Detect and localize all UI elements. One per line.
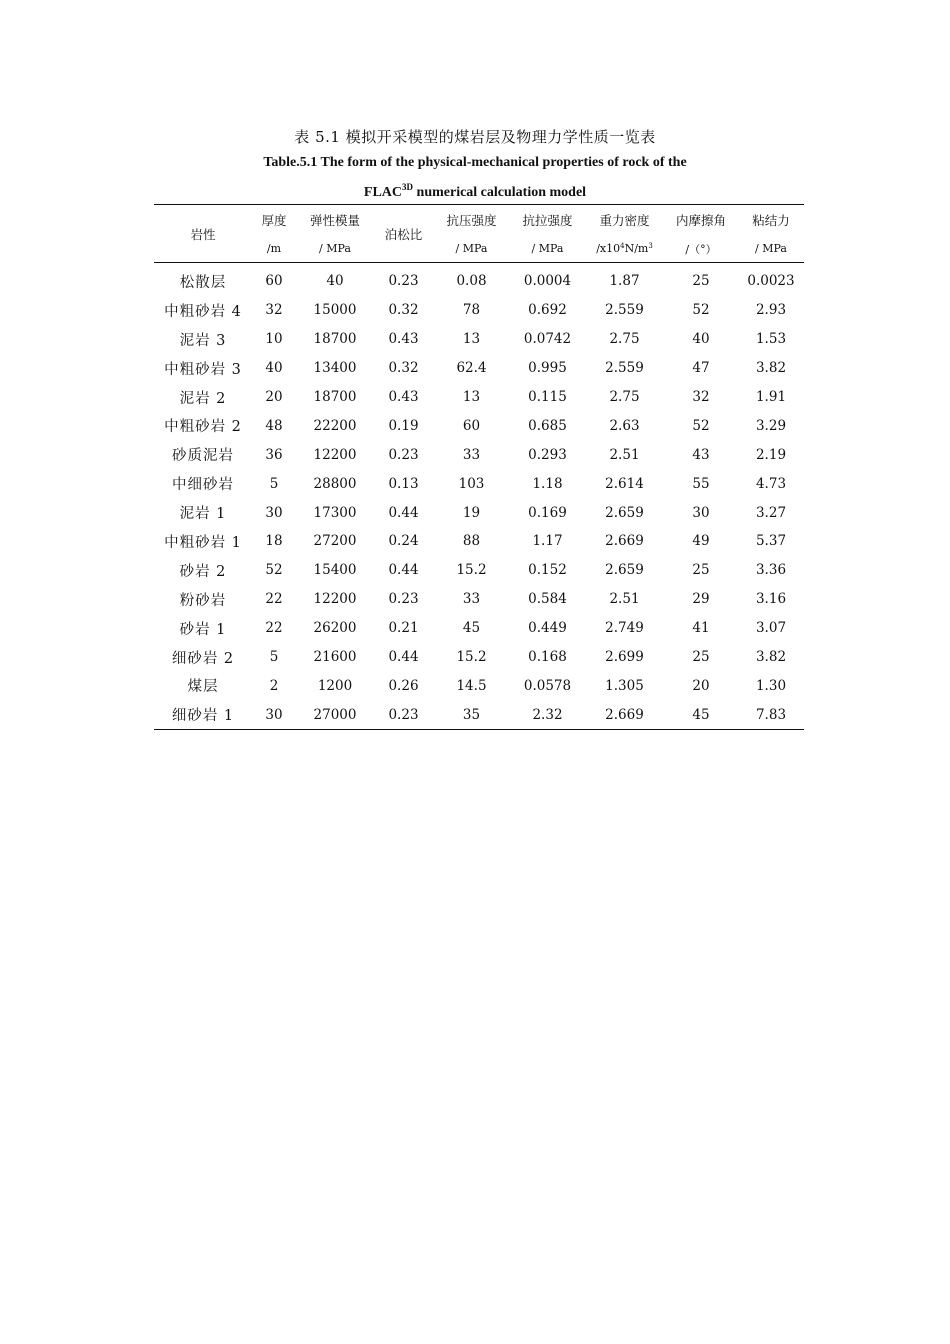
cell-gravity-density: 2.63 — [609, 417, 640, 434]
cell-gravity-density: 2.559 — [605, 360, 644, 377]
cell-compressive-strength: 15.2 — [456, 562, 487, 579]
cell-cohesion: 3.82 — [755, 360, 787, 377]
cell-poisson-ratio: 0.23 — [388, 273, 419, 290]
cell-cohesion: 3.16 — [755, 591, 787, 608]
cell-tensile-strength: 0.115 — [528, 389, 567, 405]
table-row — [154, 325, 804, 354]
cell-lithology: 中粗砂岩 2 — [164, 419, 242, 436]
caption-model-text: numerical calculation model — [413, 185, 587, 200]
unit-friction-angle: /（°） — [664, 235, 738, 263]
cell-poisson-ratio: 0.23 — [388, 446, 419, 463]
cell-cohesion: 3.27 — [755, 504, 787, 521]
cell-poisson-ratio: 0.24 — [388, 533, 419, 550]
cell-tensile-strength: 2.32 — [532, 706, 563, 723]
cell-gravity-density: 2.659 — [605, 562, 644, 579]
cell-friction-angle: 25 — [692, 649, 710, 666]
cell-compressive-strength: 45 — [462, 620, 481, 637]
cell-cohesion: 2.93 — [755, 302, 787, 319]
cell-gravity-density: 2.699 — [605, 649, 644, 666]
cell-elastic-modulus: 18700 — [313, 389, 357, 405]
cell-friction-angle: 25 — [692, 273, 710, 290]
cell-friction-angle: 55 — [692, 475, 710, 492]
header-tensile-strength: 抗拉强度 — [522, 213, 573, 228]
cell-elastic-modulus: 27000 — [313, 706, 357, 723]
cell-thickness: 60 — [265, 273, 283, 290]
cell-friction-angle: 47 — [692, 360, 710, 377]
cell-lithology: 细砂岩 2 — [171, 650, 235, 667]
cell-cohesion: 7.83 — [755, 706, 787, 723]
cell-thickness: 22 — [265, 620, 283, 637]
cell-lithology: 细砂岩 1 — [171, 708, 235, 725]
cell-compressive-strength: 35 — [462, 706, 481, 723]
cell-compressive-strength: 19 — [462, 504, 481, 521]
cell-poisson-ratio: 0.32 — [388, 302, 419, 319]
cell-cohesion: 4.73 — [755, 475, 787, 492]
cell-poisson-ratio: 0.13 — [388, 475, 419, 492]
cell-tensile-strength: 0.0742 — [523, 331, 572, 348]
cell-tensile-strength: 0.449 — [528, 620, 567, 637]
table-row — [154, 411, 804, 440]
cell-tensile-strength: 1.18 — [532, 475, 563, 492]
header-lithology: 岩性 — [154, 205, 252, 263]
cell-thickness: 30 — [265, 504, 283, 521]
cell-thickness: 5 — [269, 649, 279, 666]
cell-friction-angle: 43 — [692, 446, 710, 463]
table-header — [154, 205, 804, 263]
cell-friction-angle: 30 — [692, 504, 710, 521]
header-poisson-ratio: 泊松比 — [374, 205, 433, 263]
cell-friction-angle: 32 — [692, 389, 710, 405]
cell-compressive-strength: 13 — [462, 389, 481, 405]
cell-lithology: 松散层 — [179, 274, 227, 291]
cell-compressive-strength: 33 — [462, 446, 481, 463]
table-body — [154, 263, 804, 730]
table-caption-chinese: 表 5.1 模拟开采模型的煤岩层及物理力学性质一览表 — [294, 128, 656, 146]
cell-friction-angle: 29 — [692, 591, 710, 608]
table-row — [154, 498, 804, 527]
rock-properties-table — [154, 204, 804, 730]
cell-gravity-density: 2.749 — [605, 620, 644, 637]
cell-compressive-strength: 15.2 — [456, 649, 487, 666]
cell-lithology: 粉砂岩 — [179, 592, 227, 609]
cell-lithology: 中细砂岩 — [172, 477, 234, 494]
unit-gravity-density — [585, 235, 664, 263]
cell-poisson-ratio: 0.44 — [388, 562, 419, 579]
cell-tensile-strength: 0.584 — [528, 591, 567, 608]
cell-elastic-modulus: 21600 — [313, 649, 357, 666]
cell-thickness: 20 — [265, 389, 283, 405]
table-row — [154, 671, 804, 700]
cell-cohesion: 3.82 — [755, 649, 787, 666]
cell-tensile-strength: 0.0004 — [523, 273, 572, 290]
table-row — [154, 556, 804, 585]
cell-poisson-ratio: 0.44 — [388, 649, 419, 666]
cell-compressive-strength: 60 — [462, 417, 481, 434]
cell-tensile-strength: 0.0578 — [523, 677, 572, 694]
cell-elastic-modulus: 17300 — [313, 504, 357, 521]
cell-compressive-strength: 88 — [462, 533, 481, 550]
table-row — [154, 296, 804, 325]
cell-thickness: 2 — [269, 677, 279, 694]
cell-elastic-modulus: 15000 — [313, 302, 357, 319]
cell-gravity-density: 2.51 — [609, 446, 640, 463]
cell-cohesion: 2.19 — [755, 446, 787, 463]
cell-gravity-density: 2.669 — [605, 706, 644, 723]
cell-tensile-strength: 0.293 — [528, 446, 567, 463]
cell-elastic-modulus: 1200 — [317, 677, 353, 694]
table-row — [154, 469, 804, 498]
cell-gravity-density: 1.87 — [609, 273, 640, 290]
cell-lithology: 砂岩 2 — [179, 563, 227, 580]
cell-elastic-modulus: 22200 — [313, 417, 357, 434]
caption-flac-text: FLAC — [363, 185, 403, 200]
header-thickness: 厚度 — [261, 213, 287, 228]
cell-elastic-modulus: 18700 — [313, 331, 357, 348]
unit-density-exponent: 4 — [620, 242, 625, 250]
cell-elastic-modulus: 28800 — [313, 475, 357, 492]
cell-compressive-strength: 103 — [458, 475, 485, 492]
cell-elastic-modulus: 13400 — [313, 360, 357, 377]
unit-density-mid: N/m — [624, 242, 649, 255]
cell-tensile-strength: 0.685 — [528, 417, 567, 434]
unit-compressive-strength: / MPa — [433, 235, 510, 263]
cell-lithology: 泥岩 1 — [179, 506, 227, 523]
table-caption-english-line1: Table.5.1 The form of the physical-mechanical properties of rock of the — [263, 155, 687, 170]
cell-lithology: 中粗砂岩 3 — [164, 361, 242, 378]
unit-density-prefix: /x10 — [596, 242, 621, 255]
header-gravity-density: 重力密度 — [599, 213, 650, 228]
cell-compressive-strength: 33 — [462, 591, 481, 608]
cell-poisson-ratio: 0.43 — [388, 331, 419, 348]
cell-cohesion: 5.37 — [755, 533, 787, 550]
table-row — [154, 263, 804, 296]
cell-poisson-ratio: 0.32 — [388, 360, 419, 377]
table-row — [154, 700, 804, 729]
unit-thickness: /m — [252, 235, 296, 263]
cell-friction-angle: 40 — [692, 331, 710, 348]
cell-compressive-strength: 14.5 — [456, 677, 487, 694]
table-row — [154, 383, 804, 412]
cell-gravity-density: 2.75 — [609, 331, 640, 348]
cell-gravity-density: 2.659 — [605, 504, 644, 521]
cell-poisson-ratio: 0.44 — [388, 504, 419, 521]
cell-elastic-modulus: 12200 — [313, 446, 357, 463]
header-compressive-strength: 抗压强度 — [446, 213, 497, 228]
cell-thickness: 40 — [265, 360, 283, 377]
header-row-units — [154, 235, 804, 263]
cell-gravity-density: 2.559 — [605, 302, 644, 319]
cell-thickness: 18 — [265, 533, 283, 550]
cell-cohesion: 3.07 — [755, 620, 787, 637]
table-row — [154, 643, 804, 672]
cell-friction-angle: 52 — [692, 417, 710, 434]
header-elastic-modulus: 弹性模量 — [309, 213, 360, 228]
cell-thickness: 52 — [265, 562, 283, 579]
cell-friction-angle: 45 — [692, 706, 710, 723]
cell-elastic-modulus: 40 — [326, 273, 344, 290]
cell-elastic-modulus: 12200 — [313, 591, 357, 608]
unit-cohesion: / MPa — [738, 235, 804, 263]
caption-flac-superscript: 3D — [402, 182, 414, 192]
header-row-names — [154, 205, 804, 236]
cell-tensile-strength: 0.152 — [528, 562, 567, 579]
cell-thickness: 30 — [265, 706, 283, 723]
cell-lithology: 砂岩 1 — [179, 621, 227, 638]
table-row — [154, 527, 804, 556]
cell-poisson-ratio: 0.23 — [388, 706, 419, 723]
cell-tensile-strength: 0.692 — [528, 302, 567, 319]
cell-tensile-strength: 0.168 — [528, 649, 567, 666]
cell-lithology: 中粗砂岩 4 — [164, 303, 242, 320]
cell-elastic-modulus: 26200 — [313, 620, 357, 637]
table-row — [154, 585, 804, 614]
cell-poisson-ratio: 0.23 — [388, 591, 419, 608]
cell-tensile-strength: 0.169 — [528, 504, 567, 521]
cell-thickness: 5 — [269, 475, 279, 492]
unit-density-cube: 3 — [648, 242, 653, 250]
cell-friction-angle: 49 — [692, 533, 710, 550]
cell-lithology: 泥岩 3 — [179, 332, 227, 349]
cell-gravity-density: 1.305 — [605, 677, 644, 694]
cell-gravity-density: 2.75 — [609, 389, 640, 405]
cell-compressive-strength: 78 — [462, 302, 481, 319]
cell-poisson-ratio: 0.43 — [388, 389, 419, 405]
cell-cohesion: 3.36 — [755, 562, 787, 579]
cell-cohesion: 0.0023 — [747, 273, 795, 290]
unit-elastic-modulus: / MPa — [296, 235, 374, 263]
table-row — [154, 614, 804, 643]
table-row — [154, 354, 804, 383]
cell-thickness: 10 — [265, 331, 283, 348]
cell-elastic-modulus: 15400 — [313, 562, 357, 579]
cell-poisson-ratio: 0.21 — [388, 620, 419, 637]
cell-lithology: 中粗砂岩 1 — [164, 534, 242, 551]
cell-friction-angle: 20 — [692, 677, 710, 694]
cell-cohesion: 1.30 — [755, 677, 787, 694]
cell-poisson-ratio: 0.26 — [388, 677, 419, 694]
cell-gravity-density: 2.614 — [605, 475, 644, 492]
cell-thickness: 48 — [265, 417, 283, 434]
cell-cohesion: 1.53 — [755, 331, 787, 348]
cell-thickness: 36 — [265, 446, 283, 463]
cell-gravity-density: 2.669 — [605, 533, 644, 550]
cell-friction-angle: 41 — [692, 620, 710, 637]
header-friction-angle: 内摩擦角 — [675, 213, 726, 228]
cell-compressive-strength: 13 — [462, 331, 481, 348]
cell-compressive-strength: 62.4 — [456, 360, 487, 377]
table-row — [154, 440, 804, 469]
cell-compressive-strength: 0.08 — [456, 273, 487, 290]
cell-lithology: 煤层 — [187, 679, 219, 696]
cell-friction-angle: 52 — [692, 302, 710, 319]
table-caption-english-line2 — [0, 182, 950, 201]
cell-cohesion: 3.29 — [755, 417, 787, 434]
cell-gravity-density: 2.51 — [609, 591, 640, 608]
cell-tensile-strength: 1.17 — [532, 533, 563, 550]
cell-lithology: 砂质泥岩 — [172, 448, 234, 465]
cell-thickness: 22 — [265, 591, 283, 608]
cell-elastic-modulus: 27200 — [313, 533, 357, 550]
cell-poisson-ratio: 0.19 — [388, 417, 419, 434]
cell-friction-angle: 25 — [692, 562, 710, 579]
cell-cohesion: 1.91 — [755, 389, 787, 405]
cell-thickness: 32 — [265, 302, 283, 319]
header-cohesion: 粘结力 — [752, 213, 790, 228]
cell-tensile-strength: 0.995 — [528, 360, 567, 377]
unit-tensile-strength: / MPa — [510, 235, 585, 263]
cell-lithology: 泥岩 2 — [179, 390, 227, 407]
